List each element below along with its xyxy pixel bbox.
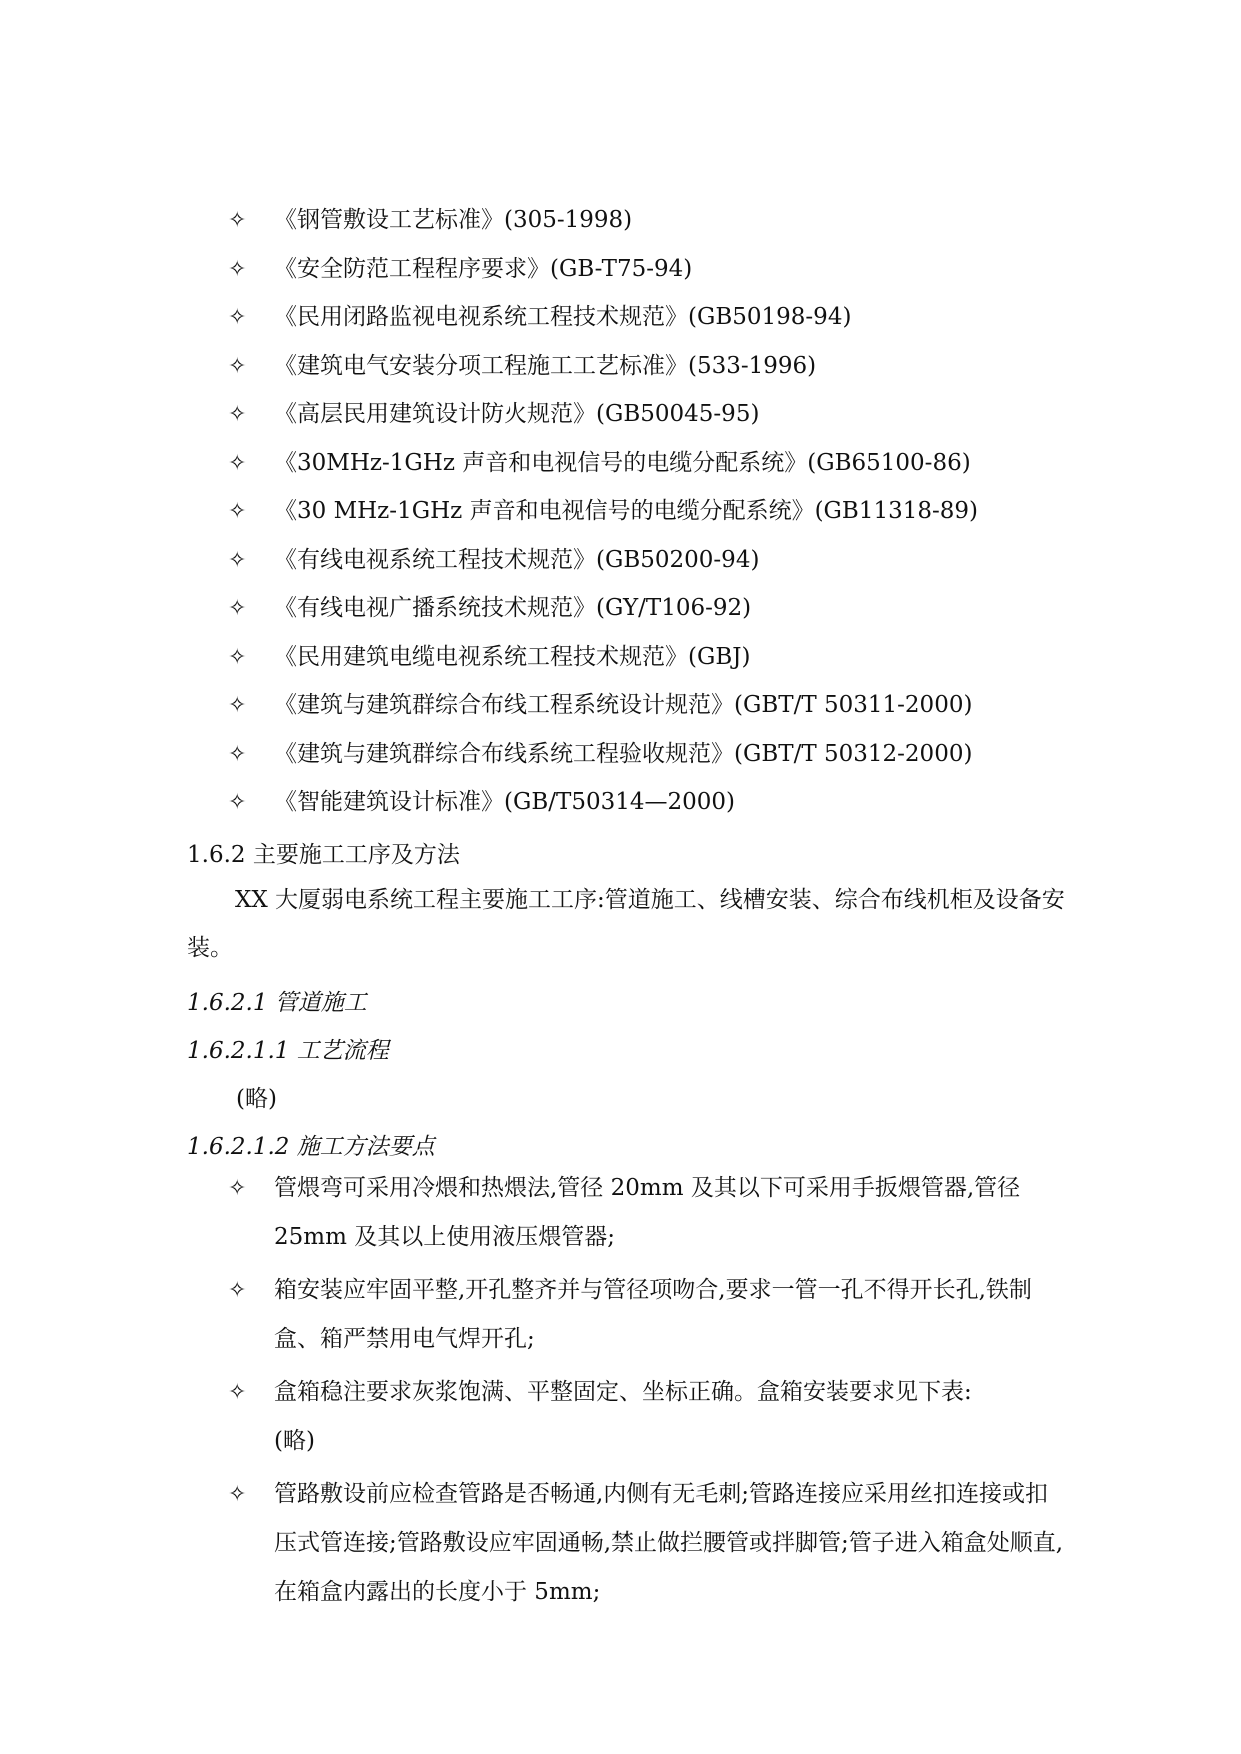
standard-title: 《钢管敷设工艺标准》(305-1998) [274,207,633,233]
list-item [228,390,978,439]
list-item [228,439,978,488]
diamond-star-bullet-icon: ✧ [228,790,247,815]
diamond-star-bullet-icon: ✧ [228,256,247,282]
list-item [228,487,978,536]
list-item [228,1266,1068,1364]
diamond-star-bullet-icon: ✧ [228,1278,247,1303]
standard-title: 《安全防范工程程序要求》(GB-T75-94) [274,255,693,282]
standard-title: 《智能建筑设计标准》(GB/T50314—2000) [274,789,736,815]
diamond-star-bullet-icon: ✧ [228,1380,247,1405]
point-text: 盒箱稳注要求灰浆饱满、平整固定、坐标正确。盒箱安装要求见下表: [274,1379,972,1405]
diamond-star-bullet-icon: ✧ [228,450,247,476]
diamond-star-bullet-icon: ✧ [228,547,247,573]
list-item [228,196,978,245]
point-text: 箱安装应牢固平整,开孔整齐并与管径项吻合,要求一管一孔不得开长孔,铁制盒、箱严禁用电气焊开孔; [274,1277,1032,1352]
method-points-list [228,1164,1068,1621]
standard-title: 《建筑与建筑群综合布线系统工程验收规范》(GBT/T 50312-2000) [274,740,973,767]
standard-title: 《建筑与建筑群综合布线工程系统设计规范》(GBT/T 50311-2000) [274,692,973,718]
standard-title: 《民用闭路监视电视系统工程技术规范》(GB50198-94) [274,304,852,330]
point-text: 管煨弯可采用冷煨和热煨法,管径 20mm 及其以下可采用手扳煨管器,管径 25mm 及其以上使用液压煨管器; [274,1175,1021,1250]
intro-paragraph: XX 大厦弱电系统工程主要施工工序:管道施工、线槽安装、综合布线机柜及设备安装。 [187,887,1065,961]
list-item [228,536,978,585]
omitted-note: (略) [274,1428,315,1454]
diamond-star-bullet-icon: ✧ [228,353,247,379]
standard-title: 《高层民用建筑设计防火规范》(GB50045-95) [274,401,760,427]
standard-title: 《有线电视广播系统技术规范》(GY/T106-92) [274,595,752,621]
diamond-star-bullet-icon: ✧ [228,208,247,233]
standard-title: 《民用建筑电缆电视系统工程技术规范》(GBJ) [274,643,751,670]
diamond-star-bullet-icon: ✧ [228,305,247,330]
omitted-note: (略) [236,1086,277,1112]
list-item [228,245,978,294]
diamond-star-bullet-icon: ✧ [228,741,247,767]
list-item [228,584,978,633]
list-item [228,1470,1068,1617]
diamond-star-bullet-icon: ✧ [228,1176,247,1201]
list-item [228,633,978,682]
list-item [228,1164,1068,1262]
section-heading-1-6-2-1-1: 1.6.2.1.1 工艺流程 [187,1038,389,1064]
standard-title: 《有线电视系统工程技术规范》(GB50200-94) [274,546,760,573]
list-item [228,342,978,391]
section-heading-1-6-2-1: 1.6.2.1 管道施工 [187,990,367,1016]
list-item [228,293,978,342]
point-text: 管路敷设前应检查管路是否畅通,内侧有无毛刺;管路连接应采用丝扣连接或扣压式管连接;管路敷设应牢固通畅,禁止做拦腰管或拌脚管;管子进入箱盒处顺直,在箱盒内露出的长度小于 5mm; [274,1481,1064,1605]
list-item [228,681,978,730]
diamond-star-bullet-icon: ✧ [228,499,247,524]
section-heading-1-6-2: 1.6.2 主要施工工序及方法 [187,842,460,868]
standard-title: 《建筑电气安装分项工程施工工艺标准》(533-1996) [274,352,817,379]
diamond-star-bullet-icon: ✧ [228,644,247,670]
diamond-star-bullet-icon: ✧ [228,596,247,621]
diamond-star-bullet-icon: ✧ [228,693,247,718]
diamond-star-bullet-icon: ✧ [228,402,247,427]
standard-title: 《30MHz-1GHz 声音和电视信号的电缆分配系统》(GB65100-86) [274,449,971,476]
diamond-star-bullet-icon: ✧ [228,1482,247,1507]
standard-title: 《30 MHz-1GHz 声音和电视信号的电缆分配系统》(GB11318-89) [274,498,978,524]
section-heading-1-6-2-1-2: 1.6.2.1.2 施工方法要点 [187,1134,435,1160]
list-item [228,778,978,827]
list-item [228,730,978,779]
standards-list [228,196,978,827]
list-item [228,1368,1068,1466]
